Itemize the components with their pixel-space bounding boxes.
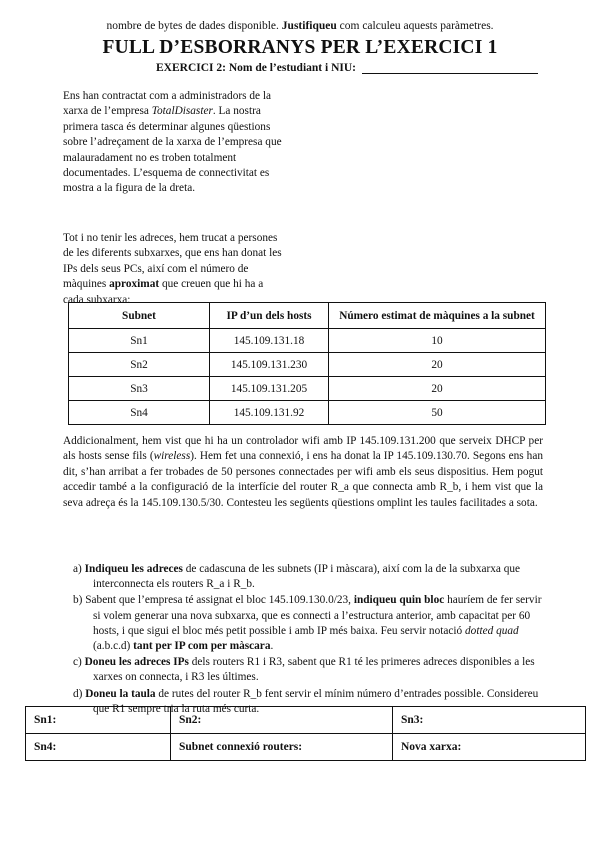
page-title: FULL D’ESBORRANYS PER L’EXERCICI 1 [102,37,498,58]
host-ip: 145.109.131.18 [210,329,329,353]
table-row [69,377,546,401]
question-c [73,655,551,685]
subnet-name: Sn4 [69,401,210,425]
question-b-text2: (a.b.c.d) [93,640,134,653]
question-d-bold: Doneu la taula [85,687,156,700]
question-b-text: hauríem de fer servir si volem generar una nova subxarxa, que es connecti a l’estructura anterior, amb capacitat per 60 hosts, i que sigui el bloc més petit possible i amb IP més baixa. Feu servir notació [93,594,542,637]
answer-cell-router-subnet[interactable]: Subnet connexió routers: [171,734,393,761]
answer-cell-new-network[interactable]: Nova xarxa: [393,734,586,761]
question-b-italic: dotted quad [465,624,519,637]
machine-count: 50 [329,401,546,425]
question-c-text: dels routers R1 i R3, sabent que R1 té les primeres adreces disponibles a les xarxes on connecta, i R3 les últimes. [93,656,535,684]
question-b-text3: . [270,640,274,653]
intro-p2-text-b: que creuen que hi ha a cada subxarxa: [63,278,264,306]
machine-count: 20 [329,377,546,401]
question-d-text: de rutes del router R_b fent servir el mínim número d’entrades possible. Considereu que R1 sempre tria la ruta més curta. [93,687,539,715]
topline-text-post: com calculeu aquests paràmetres. [336,20,494,32]
wireless-term: wireless [153,450,191,463]
question-a [73,562,551,592]
host-ip: 145.109.131.92 [210,401,329,425]
host-ip: 145.109.131.230 [210,353,329,377]
exercise-subtitle [156,62,538,74]
table-row [69,329,546,353]
additional-text-b: ). Hem fet una connexió, i ens ha donat la IP 145.109.130.70. Segons ens han dit, s’han arribat a fer trobades de 50 persones connectades per wifi amb els seus dispositius. Hem pogut accedir també a la configuració de la interfície del router R_a que connecta amb R_b, i hem vist que la seva adreça és la 145.109.130.5/30. Contesteu les següents qüestions omplint les taules facilitades a sota. [63,450,543,509]
header-machine-count: Número estimat de màquines a la subnet [329,303,546,329]
additional-text-a: Addicionalment, hem vist que hi ha un controlador wifi amb IP 145.109.131.200 que serveix DHCP per als hosts sense fils ( [63,435,543,463]
subtitle-text: EXERCICI 2: Nom de l’estudiant i NIU: [156,62,356,74]
question-a-bold: Indiqueu les adreces [84,563,183,575]
subnet-table [68,302,546,425]
intro-paragraph-2 [63,231,285,308]
additional-paragraph [63,434,543,511]
host-ip: 145.109.131.205 [210,377,329,401]
table-row [69,401,546,425]
intro-p1-text-a: Ens han contractat com a administradors de la xarxa de l’empresa [63,90,271,118]
question-b-bold: indiqueu quin bloc [353,594,445,607]
question-a-text: de cadascuna de les subnets (IP i màscara), així com la de la subxarxa que interconnecta els routers R_a i R_b. [93,563,521,591]
question-marker: d) [73,687,83,700]
company-name: TotalDisaster [151,105,213,118]
topline-text-pre: nombre de bytes de dades disponible. [106,20,282,32]
intro-paragraph-1 [63,89,285,197]
header-host-ip: IP d’un dels hosts [210,303,329,329]
table-row [69,353,546,377]
question-b-pre: Sabent que l’empresa té assignat el bloc 145.109.130.0/23, [85,594,354,607]
topline-text-bold: Justifiqueu [281,20,337,32]
intro-p1-text-b: . La nostra primera tasca és determinar algunes qüestions sobre l’adreçament de la xarxa de l’empresa que malauradament no es troben totalment documentades. L’esquema de connectivitat es mostra a la figura de la dreta. [63,105,282,195]
subnet-name: Sn1 [69,329,210,353]
answer-table [25,706,586,761]
answer-row [26,734,586,761]
answer-cell-sn4[interactable]: Sn4: [26,734,171,761]
question-marker: a) [73,563,82,575]
intro-p2-bold: aproximat [109,278,160,291]
header-subnet: Subnet [69,303,210,329]
answer-row [26,707,586,734]
answer-cell-sn1[interactable]: Sn1: [26,707,171,734]
question-marker: c) [73,656,82,669]
question-list [73,562,551,718]
answer-cell-sn3[interactable]: Sn3: [393,707,586,734]
answer-cell-sn2[interactable]: Sn2: [171,707,393,734]
question-c-bold: Doneu les adreces IPs [84,656,189,669]
question-marker: b) [73,594,83,607]
question-b-bold2: tant per IP com per màscara [133,640,271,653]
machine-count: 20 [329,353,546,377]
subnet-name: Sn3 [69,377,210,401]
intro-p2-text-a: Tot i no tenir les adreces, hem trucat a persones de les diferents subxarxes, que ens han donat les IPs dels seus PCs, així com el número de màquines [63,232,282,291]
student-name-line[interactable] [362,63,538,74]
subnet-table-header-row [69,303,546,329]
header-topline [0,20,600,32]
subnet-name: Sn2 [69,353,210,377]
question-b [73,593,551,654]
machine-count: 10 [329,329,546,353]
